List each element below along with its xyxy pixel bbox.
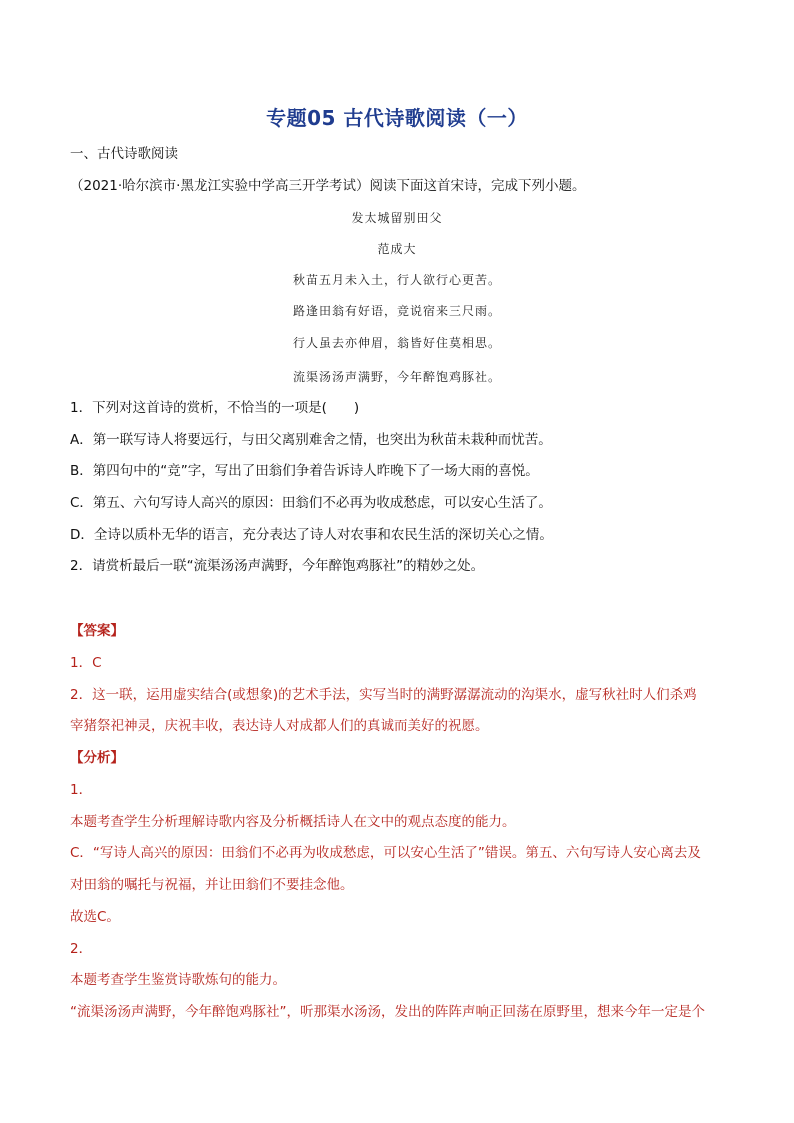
analysis-2-number: 2． bbox=[70, 941, 93, 957]
answer-2-line: 宰猪祭祀神灵，庆祝丰收，表达诗人对成都人们的真诚而美好的祝愿。 bbox=[70, 718, 489, 734]
option-b: B．第四句中的“竞”字，写出了田翁们争着告诉诗人昨晚下了一场大雨的喜悦。 bbox=[70, 463, 539, 479]
analysis-1-line: C．“写诗人高兴的原因：田翁们不必再为收成愁虑，可以安心生活了”错误。第五、六句写诗人安心离去及 bbox=[70, 845, 701, 861]
question-1: 1．下列对这首诗的赏析，不恰当的一项是( ) bbox=[70, 400, 360, 416]
question-2: 2．请赏析最后一联“流渠汤汤声满野，今年醉饱鸡豚社”的精妙之处。 bbox=[70, 558, 485, 574]
answer-1: 1．C bbox=[70, 655, 102, 671]
analysis-1-line: 本题考查学生分析理解诗歌内容及分析概括诗人在文中的观点态度的能力。 bbox=[70, 814, 516, 830]
analysis-1-number: 1． bbox=[70, 782, 93, 798]
poem-line: 流渠汤汤声满野，今年醉饱鸡豚社。 bbox=[292, 370, 501, 384]
page-title: 专题05 古代诗歌阅读（一） bbox=[266, 106, 528, 130]
option-c: C．第五、六句写诗人高兴的原因：田翁们不必再为收成愁虑，可以安心生活了。 bbox=[70, 495, 552, 511]
answer-label: 【答案】 bbox=[70, 623, 124, 639]
analysis-2-line: “流渠汤汤声满野，今年醉饱鸡豚社”，听那渠水汤汤，发出的阵阵声响正回荡在原野里，想来今年一定是个 bbox=[70, 1004, 705, 1020]
analysis-1-line: 对田翁的嘱托与祝福，并让田翁们不要挂念他。 bbox=[70, 877, 354, 893]
poem-author: 范成大 bbox=[377, 242, 417, 256]
poem-line: 秋苗五月未入土，行人欲行心更苦。 bbox=[292, 273, 501, 287]
section-heading: 一、古代诗歌阅读 bbox=[70, 146, 178, 162]
analysis-1-line: 故选C。 bbox=[70, 909, 120, 925]
option-d: D．全诗以质朴无华的语言，充分表达了诗人对农事和农民生活的深切关心之情。 bbox=[70, 527, 553, 543]
analysis-label: 【分析】 bbox=[70, 750, 124, 766]
poem-line: 路逢田翁有好语，竞说宿来三尺雨。 bbox=[292, 304, 501, 318]
question-intro: （2021·哈尔滨市·黑龙江实验中学高三开学考试）阅读下面这首宋诗，完成下列小题。 bbox=[70, 178, 586, 194]
poem-line: 行人虽去亦伸眉，翁皆好住莫相思。 bbox=[292, 336, 501, 350]
analysis-2-line: 本题考查学生鉴赏诗歌炼句的能力。 bbox=[70, 972, 286, 988]
poem-title: 发太城留别田父 bbox=[351, 211, 443, 225]
answer-2-line: 2．这一联，运用虚实结合(或想象)的艺术手法，实写当时的满野潺潺流动的沟渠水，虚写秋社时人们杀鸡 bbox=[70, 687, 697, 703]
option-a: A．第一联写诗人将要远行，与田父离别难舍之情，也突出为秋苗未栽种而忧苦。 bbox=[70, 432, 552, 448]
